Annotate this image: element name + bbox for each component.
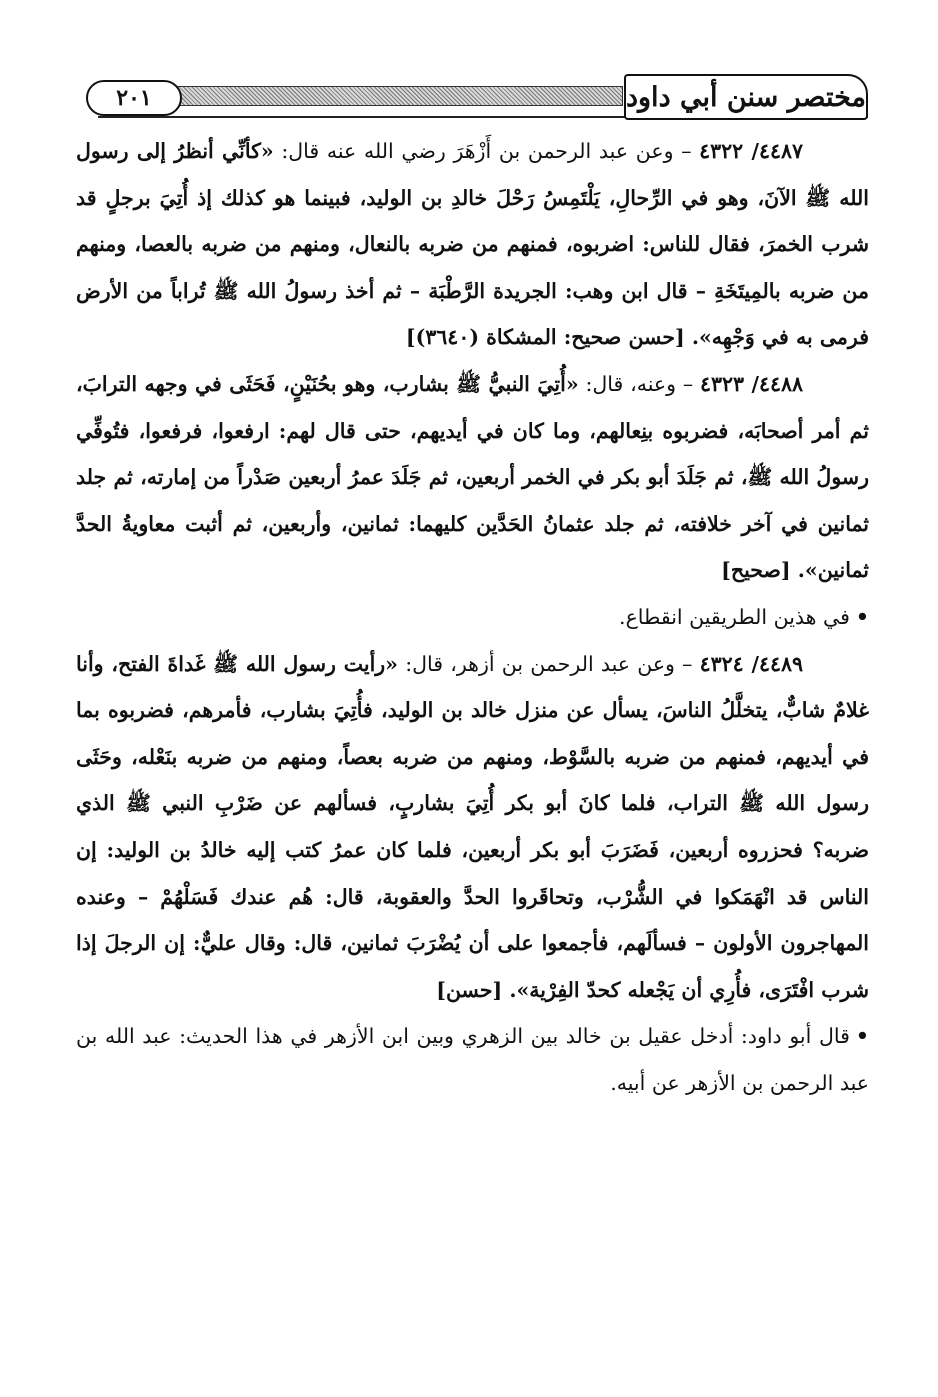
- hadith-text: «كأنِّي أنظرُ إلى رسول الله ﷺ الآنَ، وهو في الرِّحالِ، يَلْتَمِسُ رَحْلَ خالدِ بن الوليد، فبينما هو كذلك إذ أُتِيَ برجلٍ قد شرب الخمرَ، فقال للناس: اضربوه، فمنهم من ضربه بالنعال، ومنهم من ضربه بالعصا، ومنهم من ضربه بالمِيتَخَةِ – قال ابن وهب: الجريدة الرَّطْبَة – ثم أخذ رسولُ الله ﷺ تُراباً من الأرض فرمى به في وَجْهِه».: [76, 139, 869, 350]
- hadith-grade: [حسن]: [436, 977, 510, 1002]
- hadith-intro: – وعن عبد الرحمن بن أَزْهَرَ رضي الله عنه قال:: [273, 139, 700, 163]
- note-bullet: •: [855, 1024, 869, 1049]
- page-header: [78, 72, 868, 124]
- hadith-intro: – وعن عبد الرحمن بن أزهر، قال:: [398, 651, 700, 676]
- book-title: مختصر سنن أبي داود: [624, 74, 868, 120]
- hadith-number: ٤٤٨٩/ ٤٣٢٤: [699, 651, 804, 676]
- hadith-number: ٤٤٨٨/ ٤٣٢٣: [699, 371, 804, 396]
- note-bullet: •: [855, 604, 869, 629]
- hadith-text: «رأيت رسول الله ﷺ غَداةَ الفتح، وأنا غلامٌ شابٌّ، يتخلَّلُ الناسَ، يسأل عن منزل خالد بن الوليد، فأُتِيَ بشارب، فأمرهم، فضربوه بما في أيديهم، فمنهم من ضربه بالسَّوْط، ومنهم من ضربه بعصاً، ومنهم من ضربه بنَعْله، وحَثَى رسول الله ﷺ التراب، فلما كانَ أبو بكر أُتِيَ بشاربٍ، فسألهم عن ضَرْبِ النبي ﷺ الذي ضربه؟ فحزروه أربعين، فَضَرَبَ أبو بكر أربعين، فلما كان عمرُ كتب إليه خالدُ بن الوليد: إن الناس قد انْهَمَكوا في الشُّرْب، وتحاقَروا الحدَّ والعقوبة، قال: هُم عندك فَسَلْهُمْ – وعنده المهاجرون الأولون – فسألَهم، فأجمعوا على أن يُضْرَبَ ثمانين، قال: وقال عليٌّ: إن الرجلَ إذا شرب افْتَرَى، فأُرِي أن يَجْعله كحدّ الفِرْية».: [76, 651, 869, 1002]
- hadith-text: «أُتِيَ النبيُّ ﷺ بشارب، وهو بحُنَيْنٍ، فَحَثَى في وجهه الترابَ، ثم أمر أصحابَه، فضربوه بنِعالهم، وما كان في أيديهم، حتى قال لهم: ارفعوا، فرفعوا، فتُوفِّي رسولُ الله ﷺ، ثم جَلَدَ أبو بكر في الخمر أربعين، ثم جَلَدَ عمرُ أربعين صَدْراً من إمارته، ثم جلد ثمانين في آخر خلافته، ثم جلد عثمانُ الحَدَّين كليهما: ثمانين، وأربعين، ثم أثبت معاويةُ الحدَّ ثمانين».: [76, 371, 869, 583]
- hadith-grade: [حسن صحيح: المشكاة (٣٦٤٠)]: [405, 325, 692, 350]
- note-text: قال أبو داود: أدخل عقيل بن خالد بين الزهري وبين ابن الأزهر في هذا الحديث: عبد الله بن عبد الرحمن بن الأزهر عن أبيه.: [76, 1024, 869, 1095]
- page-number: ٢٠١: [86, 80, 182, 116]
- commentary-note: [76, 1013, 869, 1106]
- note-text: في هذين الطريقين انقطاع.: [619, 604, 850, 629]
- hadith-intro: – وعنه، قال:: [578, 371, 700, 396]
- hadith-entry: [76, 128, 869, 361]
- hadith-entry: [76, 641, 869, 1014]
- hadith-number: ٤٤٨٧/ ٤٣٢٢: [699, 139, 804, 163]
- commentary-note: [76, 594, 869, 641]
- hadith-grade: [صحيح]: [721, 558, 798, 583]
- page-body: [76, 128, 869, 1106]
- hadith-entry: [76, 361, 869, 594]
